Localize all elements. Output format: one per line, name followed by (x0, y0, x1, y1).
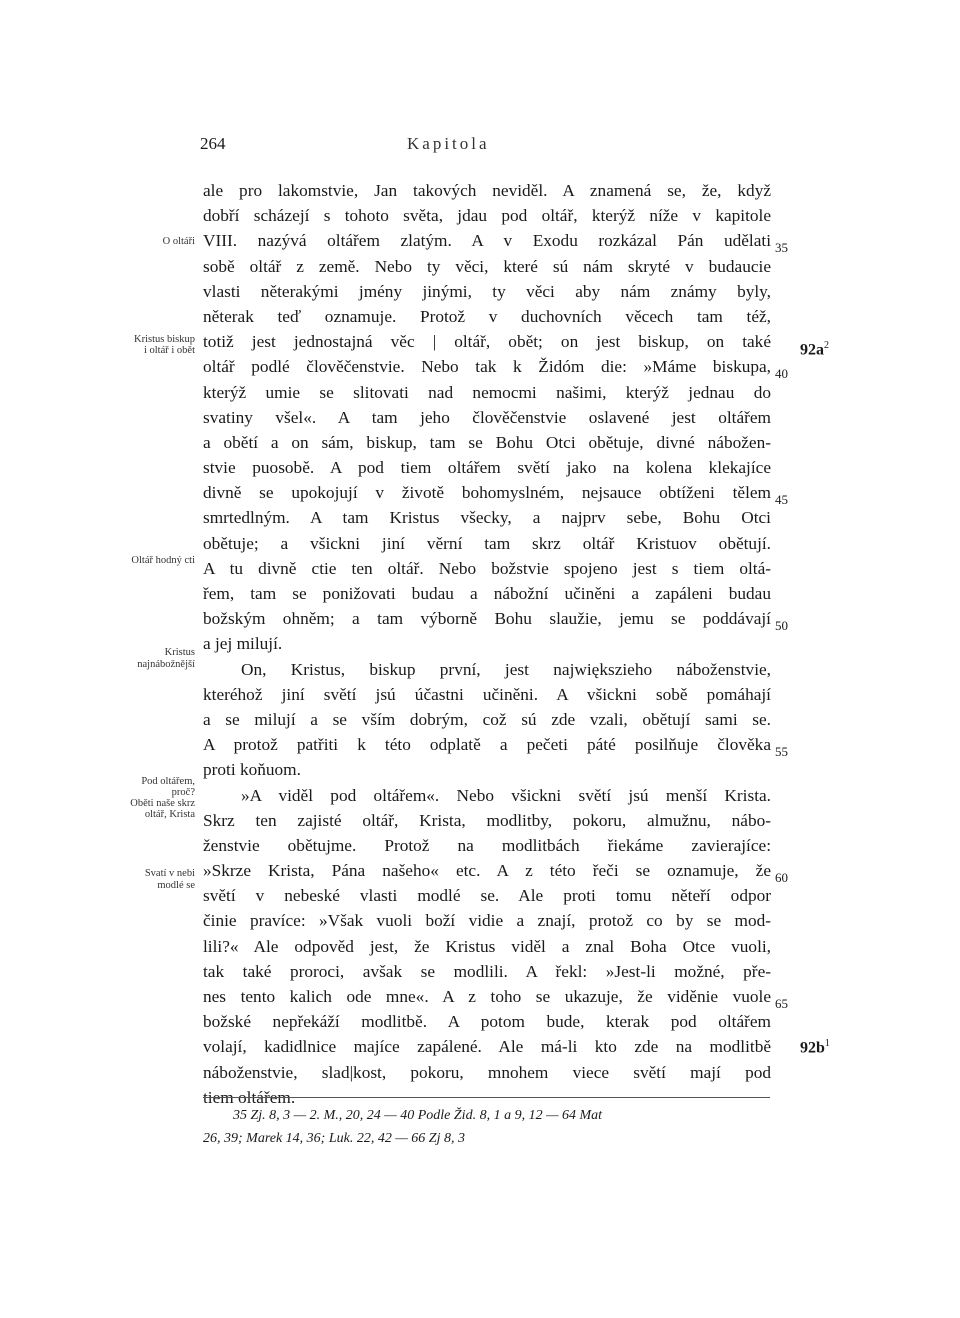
text-line: Skrz ten zajisté oltář, Krista, modlitby, pokoru, almužnu, nábo- (203, 810, 771, 830)
text-line: A protož patřiti k této odplatě a pečeti páté posilňuje člověka (203, 735, 771, 755)
text-line: volají, kadidlnice majíce zapálené. Ale má-li kto zde na modlitbě (203, 1037, 771, 1057)
text-line: ženstvie obětujme. Protož na modlitbách řiekáme zavierajíce: (203, 835, 771, 855)
line-number: 35 (775, 240, 788, 255)
text-line: divně se upokojují v životě bohomyslném, nejsauce obtíženi tělem (203, 483, 771, 503)
line-number: 40 (775, 366, 788, 381)
footnote-line: 26, 39; Marek 14, 36; Luk. 22, 42 — 66 Zj 8, 3 (203, 1131, 465, 1146)
text-line: »A viděl pod oltářem«. Nebo všickni světí jsú menší Krista. (241, 785, 771, 805)
text-line: oltář podlé člověčenstvie. Nebo tak k Židóm die: »Máme biskupa, (203, 357, 771, 377)
margin-note: Oltář hodný cti (131, 555, 195, 566)
text-line: proti koňuom. (203, 760, 301, 780)
text-line: lili?« Ale odpověd jest, že Kristus viděl a znal Boha Otce vuoli, (203, 936, 771, 956)
margin-note: Kristus (164, 647, 195, 658)
text-line: světí v nebeské vlasti modlé se. Ale proti tomu něteří odpor (203, 886, 771, 906)
text-line: VIII. nazývá oltářem zlatým. A v Exodu rozkázal Pán udělati (203, 231, 771, 251)
text-line: obětuje; a všickni jiní věrní tam skrz oltář Kristuov obětují. (203, 533, 771, 553)
text-line: dobří scházejí s tohoto světa, jdau pod oltář, kterýž níže v kapitole (203, 206, 771, 226)
margin-note: Kristus biskup (134, 334, 195, 345)
text-line: a se milují a se vším dobrým, což sú zde vzali, obětují sami se. (203, 709, 771, 729)
footnote-line: 35 Zj. 8, 3 — 2. M., 20, 24 — 40 Podle Žid. 8, 1 a 9, 12 — 64 Mat (233, 1108, 603, 1123)
text-line: a obětí a on sám, biskup, tam se Bohu Otci obětuje, divné nábožen- (203, 432, 771, 452)
page-number: 264 (200, 134, 226, 153)
margin-note: Pod oltářem, (141, 776, 195, 787)
margin-note: najnábožnější (137, 659, 195, 670)
running-title: Kapitola (407, 134, 490, 153)
line-number: 65 (775, 996, 788, 1011)
text-line: tak také proroci, avšak se modlili. A řekl: »Jest-li možné, pře- (203, 961, 771, 981)
margin-note: oltář, Krista (144, 809, 195, 820)
text-line: »Skrze Krista, Pána našeho« etc. A z této řeči se oznamuje, že (203, 861, 771, 881)
text-line: božské nepřekáží modlitbě. A potom bude, kterak pod oltářem (203, 1012, 771, 1032)
text-line: a jej milují. (203, 634, 283, 654)
margin-note: i oltář i obět (143, 345, 195, 356)
text-line: nes tento kalich ode mne«. A z toho se ukazuje, že viděnie vuole (203, 987, 771, 1006)
text-line: řem, tam se ponižovati budau a nábožní učiněni a zapáleni budau (203, 584, 771, 603)
main-text (203, 178, 771, 1110)
text-line: svatiny všel«. A tam jeho člověčenstvie oslavené jest oltářem (203, 407, 771, 427)
line-number: 45 (775, 492, 788, 507)
text-line: božským ohněm; a tam výborně Bohu slaužie, jemu se poddávají (203, 609, 771, 629)
text-line: kteréhož jiní světí jsú účastni učiněni. A všickni sobě pomáhají (203, 684, 771, 704)
footnotes (203, 1104, 770, 1150)
footnote-rule (203, 1097, 770, 1098)
text-line: sobě oltář z země. Nebo ty věci, které sú nám skryté v budaucie (203, 256, 771, 276)
text-line: smrtedlným. A tam Kristus všecky, a najprv sebe, Bohu Otci (203, 508, 771, 528)
line-number: 55 (775, 744, 788, 759)
margin-note: proč? (171, 787, 195, 798)
margin-note: O oltáři (162, 236, 195, 247)
margin-note: modlé se (157, 880, 195, 891)
line-number: 50 (775, 618, 788, 633)
margin-note: Oběti naše skrz (130, 798, 195, 809)
page-header (200, 134, 570, 158)
margin-note: Svatí v nebi (144, 868, 195, 879)
text-line: totiž jest jednostajná věc | oltář, obět; on jest biskup, on také (203, 332, 771, 352)
text-line: tiem oltářem. (203, 1087, 296, 1107)
text-line: něterak teď oznamuje. Protož v duchovních věcech tam též, (203, 306, 771, 326)
text-line: činie pravíce: »Však vuoli boží vidie a znají, protož co by se mod- (203, 911, 771, 931)
folio-mark: $92b^1$ (800, 1038, 830, 1057)
text-line: ale pro lakomstvie, Jan takových neviděl. A znamená se, že, když (203, 181, 771, 200)
text-line: vlasti něterakými jmény jinými, ty věci aby nám známy byly, (203, 281, 771, 301)
text-line: On, Kristus, biskup první, jest największieho náboženstvie, (241, 659, 771, 679)
text-line: kterýž umie se slitovati nad nemocmi našimi, kterýž jednau do (203, 382, 771, 402)
text-line: stvie puosobě. A pod tiem oltářem světí jako na kolena klekajíce (203, 458, 771, 478)
folio-mark: $92a^2$ (800, 340, 829, 359)
text-line: náboženstvie, slad|kost, pokoru, mnohem viece světí mají pod (203, 1062, 771, 1082)
line-number: 60 (775, 870, 788, 885)
text-line: A tu divně ctie ten oltář. Nebo božstvie spojeno jest s tiem oltá- (203, 558, 771, 578)
